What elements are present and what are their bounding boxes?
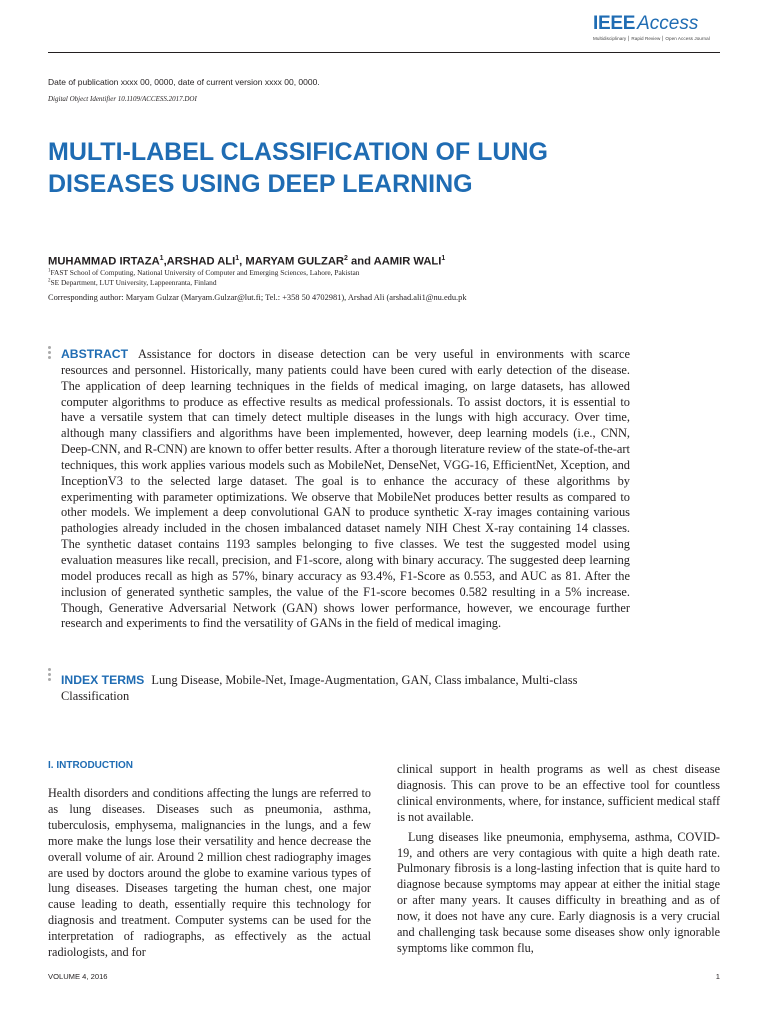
author-name: AAMIR WALI xyxy=(373,255,442,268)
author-affil-mark: 2 xyxy=(344,255,348,262)
abstract xyxy=(61,347,630,632)
author-name: ARSHAD ALI xyxy=(166,255,236,268)
left-column xyxy=(48,759,371,961)
abstract-label: ABSTRACT xyxy=(61,347,129,361)
affiliation-text: SE Department, LUT University, Lappeenranta, Finland xyxy=(50,278,217,287)
logo-tagline: Multidisciplinary ⎮ Rapid Review ⎮ Open Access Journal xyxy=(593,36,710,41)
affiliation xyxy=(48,268,359,277)
author-list xyxy=(48,255,445,268)
affiliation-mark: 2 xyxy=(48,278,51,284)
author-affil-mark: 1 xyxy=(441,255,446,262)
paper-title: MULTI-LABEL CLASSIFICATION OF LUNG DISEASES USING DEEP LEARNING xyxy=(48,138,548,198)
header-divider xyxy=(48,52,720,53)
corresponding-author: Corresponding author: Maryam Gulzar (Maryam.Gulzar@lut.fi; Tel.: +358 50 4702981), Arshad Ali (arshad.ali1@nu.edu.pk xyxy=(48,293,467,302)
abstract-dots-icon xyxy=(48,346,52,361)
publication-date: Date of publication xxxx 00, 0000, date of current version xxxx 00, 0000. xyxy=(48,77,320,87)
index-terms-dots-icon xyxy=(48,668,52,683)
abstract-text: Assistance for doctors in disease detection can be very useful in environments with scarce resources and personnel. Historically, many patients could have been cured with early detection of the disease. The application of deep learning techniques in the fields of medical imaging, on large datasets, has allowed computer algorithms to produce as effective results as medical professionals. To assist doctors, it is essential to have a versatile system that can timely detect multiple diseases in the lungs with high accuracy. Over time, although many classifiers and algorithms have been implemented, however, deep learning models (i.e., CNN, Deep-CNN, and R-CNN) are known to offer better results. After a thorough literature review of the state-of-the-art techniques, this work applies various models such as MobileNet, DenseNet, VGG-16, EfficientNet, Xception, and InceptionV3 to the selected large dataset. The goal is to enhance the accuracy of these algorithms by experimenting with parameter optimizations. We observe that MobileNet produces better results as compared to other models. We implement a deep convolutional GAN to produce synthetic X-ray images containing various pathologies already included in the chosen imbalanced dataset namely NIH Chest X-ray containing 14 classes. The synthetic dataset contains 1193 samples belonging to five classes. We test the suggested model using evaluation measures like recall, precision, and F1-score, along with binary accuracy. The suggested deep learning model produces recall as high as 57%, binary accuracy as 93.4%, F1-Score as 0.553, and AUC as 81. After the inclusion of generated synthetic samples, the value of the F1-score becomes 0.582 resulting in a 5% increase. Though, Generative Adversarial Network (GAN) shows lower performance, however, we encourage further research and experiments to find the versatility of GANs in the field of medical imaging. xyxy=(61,347,630,631)
journal-logo xyxy=(593,14,713,42)
body-paragraph: clinical support in health programs as well as chest disease diagnosis. This can prove to be an effective tool for countless clinical environments, where, for instance, sufficient medical staff is not available. xyxy=(397,762,720,824)
right-column xyxy=(397,762,720,957)
affiliation xyxy=(48,278,217,287)
body-paragraph: Lung diseases like pneumonia, emphysema, asthma, COVID-19, and others are very contagious with quite a high death rate. Pulmonary fibrosis is a long-lasting infection that is quite hard to diagnose because symptoms may appear at either the initial stage or after many years. It causes difficulty in breathing and as of now, it does not have any cure. Early diagnosis is a very crucial and challenging task because some diseases show only ignorable symptoms like common flu, xyxy=(397,829,720,955)
index-terms xyxy=(61,672,630,704)
author-affil-mark: 1 xyxy=(235,255,240,262)
body-paragraph: Health disorders and conditions affecting the lungs are referred to as lung diseases. Diseases such as pneumonia, asthma, tuberculosis, emphysema, malignancies in the lungs, and a few more make the lungs lose their versatility and hence decrease the overall volume of air. Around 2 million chest radiography images are used by doctors around the globe to examine various types of lung diseases. Diseases targeting the human chest, one major cause leading to death, essentially require this technology for diagnosis and treatment. Computer systems can be used for the interpretation of radiographs, as effectively as the actual radiologists, and for xyxy=(48,786,371,960)
author-affil-mark: 1 xyxy=(159,255,164,262)
section-heading: I. INTRODUCTION xyxy=(48,760,133,771)
author-name: MUHAMMAD IRTAZA xyxy=(48,255,160,268)
doi-line: Digital Object Identifier 10.1109/ACCESS.2017.DOI xyxy=(48,95,197,103)
volume-label: VOLUME 4, 2016 xyxy=(48,972,108,981)
index-terms-text: Lung Disease, Mobile-Net, Image-Augmentation, GAN, Class imbalance, Multi-class Classification xyxy=(61,673,578,703)
page-number: 1 xyxy=(715,972,720,981)
author-separator: and xyxy=(347,255,374,268)
affiliation-mark: 1 xyxy=(48,268,51,274)
affiliation-text: FAST School of Computing, National University of Computer and Emerging Sciences, Lahore, Pakistan xyxy=(50,268,360,277)
author-separator: , xyxy=(239,255,246,268)
index-terms-label: INDEX TERMS xyxy=(61,673,145,687)
logo-wordmark: IEEE Access xyxy=(593,13,699,34)
author-separator: , xyxy=(163,255,167,268)
author-name: MARYAM GULZAR xyxy=(245,255,344,268)
